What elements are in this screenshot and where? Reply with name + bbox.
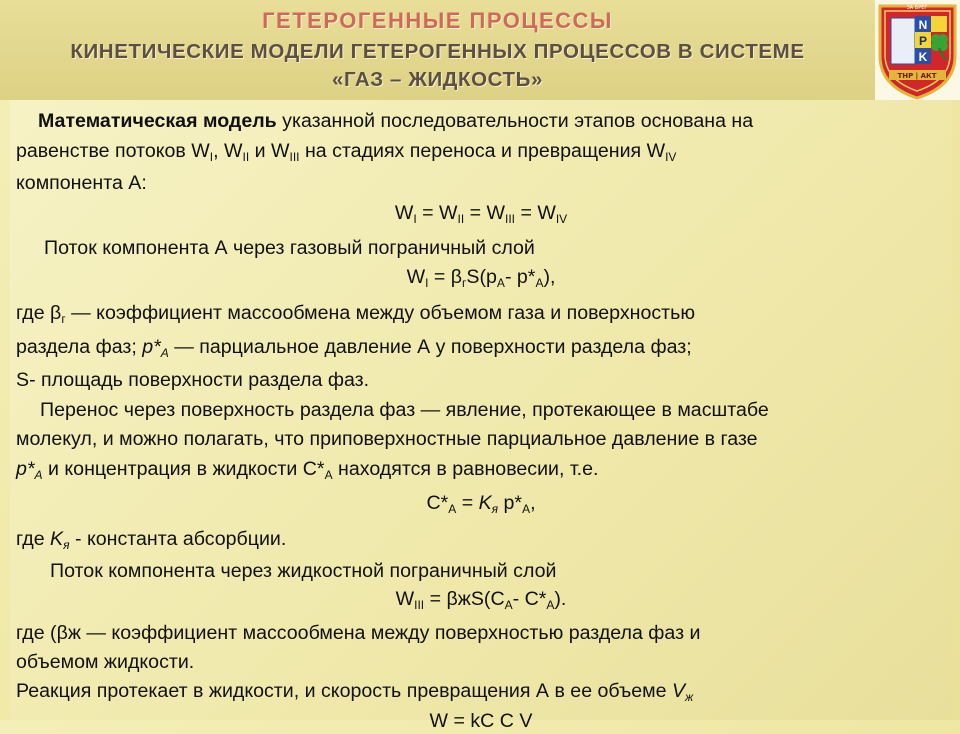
paragraph-8: Реакция протекает в жидкости, и скорость превращения А в ее объеме $V_ж$ bbox=[16, 680, 694, 704]
paragraph-5: где $K_я$ - константа абсорбции. bbox=[16, 528, 287, 552]
equation-equilibrium: $С*_A = K_я$ $p*_A$, bbox=[426, 492, 536, 516]
logo-letter-n: N bbox=[918, 18, 928, 32]
paragraph-1-line-3: компонента А: bbox=[16, 172, 147, 194]
slide-subtitle-line1: КИНЕТИЧЕСКИЕ МОДЕЛИ ГЕТЕРОГЕННЫХ ПРОЦЕССОВ В СИСТЕМЕ bbox=[70, 40, 805, 63]
logo-letter-k: K bbox=[918, 50, 928, 64]
college-shield-logo bbox=[875, 0, 960, 100]
paragraph-4-line-1: Перенос через поверхность раздела фаз — явление, протекающее в масштабе bbox=[40, 399, 769, 421]
paragraph-7-line-2: объемом жидкости. bbox=[16, 651, 195, 673]
equation-flows-equal: $W_I = W_{II} = W_{III} = W_{IV}$ bbox=[394, 202, 568, 226]
paragraph-3-line-1: где $\beta_г$ — коэффициент массообмена между объемом газа и поверхностью bbox=[16, 302, 696, 326]
slide-header bbox=[0, 0, 875, 100]
slide-title: ГЕТЕРОГЕННЫЕ ПРОЦЕССЫ bbox=[262, 8, 613, 33]
logo-banner-text: ТНР | АКТ bbox=[897, 72, 937, 80]
paragraph-7-line-1: где (βж — коэффициент массообмена между поверхностью раздела фаз и bbox=[16, 622, 701, 644]
paragraph-3-line-3: S- площадь поверхности раздела фаз. bbox=[16, 369, 370, 391]
paragraph-4-line-2: молекул, и можно полагать, что приповерхностные парциальное давление в газе bbox=[16, 428, 758, 450]
paragraph-1-line-2: равенстве потоков $W_I$, $W_{II}$ и $W_{III}$ на стадиях переноса и превращения $W_{IV}$ bbox=[16, 140, 677, 164]
equation-gas-flow: $W_I = \beta_гS(p_A-$ $p*_A$), bbox=[406, 266, 556, 290]
logo-letter-p: P bbox=[918, 34, 928, 48]
paragraph-2: Поток компонента А через газовый пограничный слой bbox=[44, 237, 535, 259]
paragraph-3-line-2: раздела фаз; $p*_A$ — парциальное давление А у поверхности раздела фаз; bbox=[16, 336, 692, 360]
logo-top-text: ЗА БРЕГ bbox=[906, 5, 928, 11]
equation-liquid-flow: $W_{III} = \beta жS(C_A-$ $C*_A$). bbox=[395, 588, 567, 612]
logo-book-icon bbox=[891, 18, 915, 64]
slide-content bbox=[10, 100, 952, 732]
slide-subtitle-line2: «ГАЗ – ЖИДКОСТЬ» bbox=[331, 68, 544, 91]
paragraph-4-line-3: $p*_A$ и концентрация в жидкости $С*_A$ находятся в равновесии, т.е. bbox=[16, 458, 599, 482]
equation-reaction-rate-partial: W = kC C V bbox=[429, 710, 533, 732]
logo-area bbox=[875, 0, 960, 100]
paragraph-1-line-1: Математическая модель указанной последовательности этапов основана на bbox=[38, 110, 754, 132]
paragraph-6: Поток компонента через жидкостной пограничный слой bbox=[50, 560, 557, 582]
